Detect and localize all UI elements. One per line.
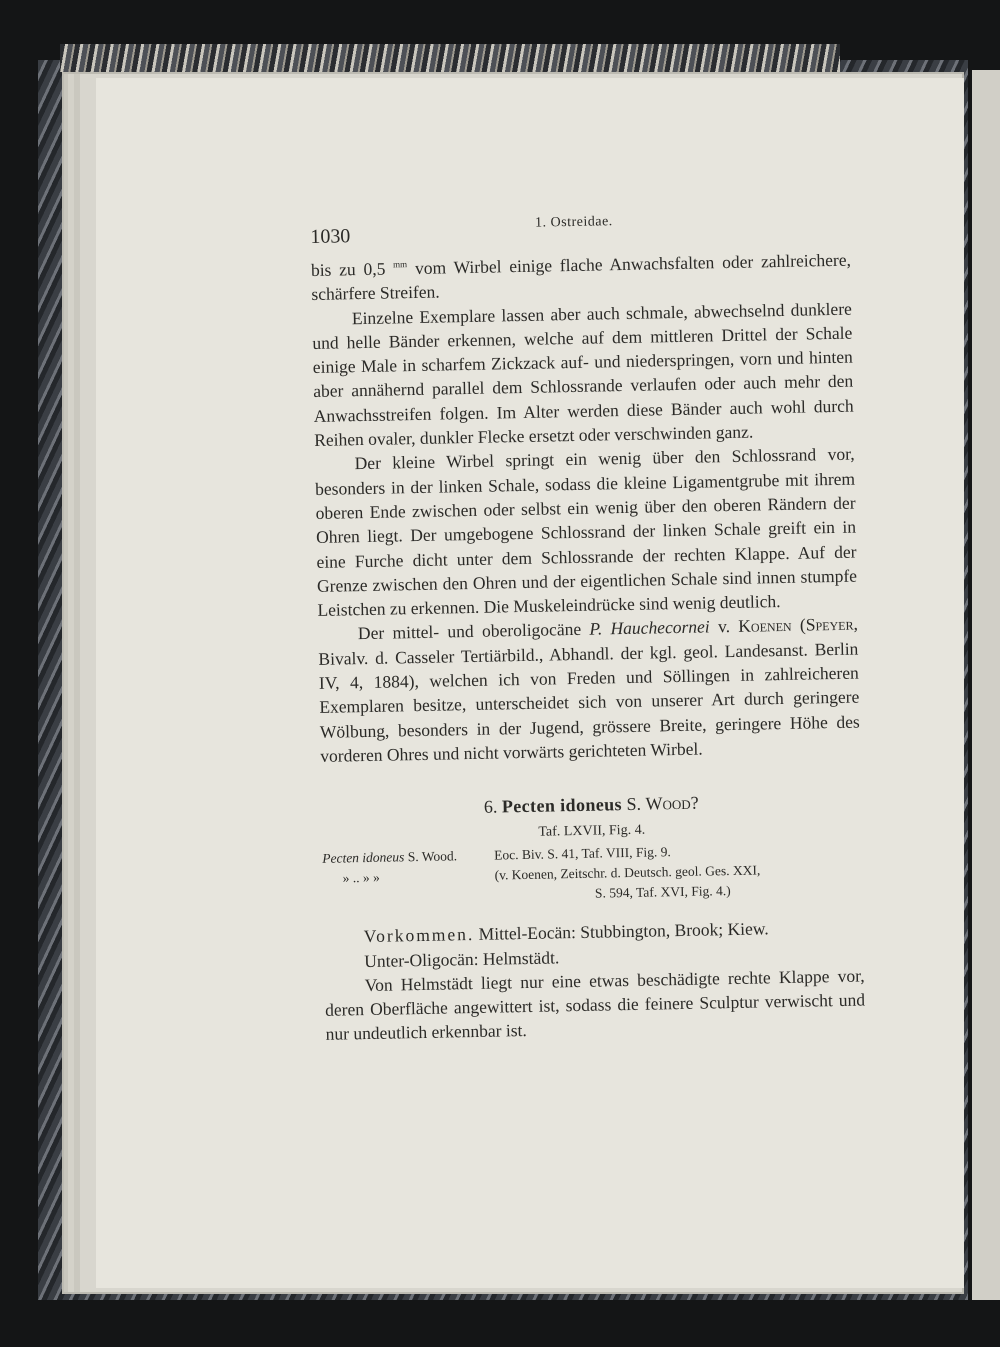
occurrence-line-2: Unter-Oligocän: Helmstädt. [364,946,560,971]
closing-paragraph: Von Helmstädt liegt nur eine etwas beschädigte rechte Klappe vor, deren Oberfläche angewittert ist, sodass die feinere Sculptur verwischt und nur undeutlich erkennbar ist. [324,965,866,1045]
paragraph-2: Einzelne Exemplare lassen aber auch schmale, abwechselnd dunklere und helle Bänder erkennen, welche auf dem mittleren Drittel der Schale einige Male in scharfem Zickzack auf- und niederspringen, vorn und hinten aber annähernd parallel dem Schlossrande verlaufen oder auch mehr den Anwachsstreifen folgen. Im Alter werden diese Bänder auch wohl durch Reihen ovaler, dunkler Flecke ersetzt oder verschwinden ganz. [312,298,854,451]
plate-reference: Taf. LXVII, Fig. 4. [538,822,646,840]
author-speyer: Speyer [805,614,854,636]
species-author-prefix: S. [626,793,646,815]
paragraph-3: Der kleine Wirbel springt ein wenig über den Schlossrand vor, besonders in der linken Schale, sodass die kleine Ligamentgrube mit ihrem oberen Ende zwischen oder selbst ein wenig über den oberen Rändern der Ohren liegt. Der umgebogene Schlossrand der linken Schale greift ein in eine Furche dicht unter dem Schlossrande der rechten Klappe. Auf der Grenze zwischen den Ohren und der eigentlichen Schale sind innen stumpfe Leistchen zu erkennen. Die Muskeleindrücke sind wenig deutlich. [314,443,858,621]
paragraph-4 [318,612,861,768]
unit-mm: mm [393,259,408,270]
paragraph-4-part: ( [791,615,806,636]
species-reference: P. Hauchecornei [589,616,710,640]
species-name: Pecten idoneus [501,794,623,817]
synonym-reference-3: S. 594, Taf. XVI, Fig. 4.) [594,883,731,901]
paragraph-1-rest: vom Wirbel einige flache Anwachsfalten oder zahlreichere, schärfere Streifen. [311,249,852,305]
species-number: 6. [483,796,498,818]
facing-page-edge [972,70,1000,1300]
paragraph-4-part: Der mittel- und oberoligocäne [357,619,590,644]
occurrence-eocene: Mittel-Eocän: Stubbington, Brook; Kiew. [474,918,769,945]
synonym-reference-1: Eoc. Biv. S. 41, Taf. VIII, Fig. 9. [494,844,671,863]
marbled-endpaper [60,44,840,72]
occurrence-label: Vorkommen. [363,924,475,947]
species-author: Wood [645,793,691,814]
paragraph-4-part: v. [709,616,739,637]
page-number: 1030 [310,225,351,248]
ditto-marks: » .. » » [342,870,380,886]
author-koenen: Koenen [738,615,792,637]
synonym-author: S. Wood. [407,848,458,865]
synonym-name [322,849,457,868]
page-text-block [310,210,866,1047]
species-question-mark: ? [690,792,699,814]
paragraph-1-start: bis zu 0,5 [310,258,386,280]
section-title: 1. Ostreidae. [534,214,613,231]
synonym-reference-2: (v. Koenen, Zeitschr. d. Deutsch. geol. Ges. XXI, [494,862,761,883]
synonym-name-text: Pecten idoneus [322,849,405,867]
paragraph-4-part: , Bivalv. d. Casseler Tertiärbild., Abhandl. der kgl. geol. Landesanst. Berlin IV, 4, 1884), welchen ich von Freden und Söllingen in zahlreicheren Exemplaren besitze, unterscheidet sich von unserer Art durch geringere Wölbung, besonders in der Jugend, grössere Breite, geringere Höhe des vorderen Ohres und nicht vorwärts gerichteten Wirbel. [318,614,860,766]
species-heading [321,790,861,821]
